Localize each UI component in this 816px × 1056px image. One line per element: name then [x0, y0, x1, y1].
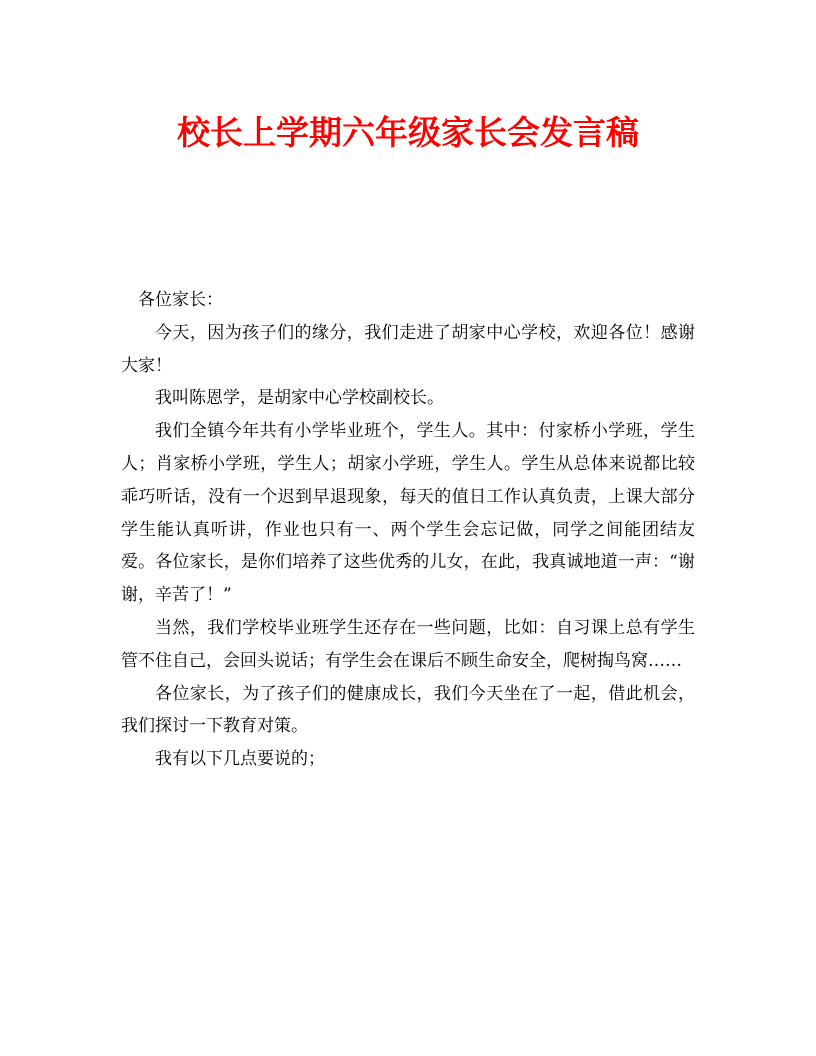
- paragraph-points-intro: 我有以下几点要说的；: [155, 749, 325, 770]
- paragraph-problems: 当然，我们学校毕业班学生还存在一些问题，比如：自习课上总有学生管不住自己，会回头说话；有学生会在课后不顾生命安全，爬树掏鸟窝……: [121, 617, 695, 671]
- paragraph-welcome: 今天，因为孩子们的缘分，我们走进了胡家中心学校，欢迎各位！感谢大家！: [121, 322, 695, 376]
- paragraph-discussion: 各位家长，为了孩子们的健康成长，我们今天坐在了一起，借此机会，我们探讨一下教育对策。: [121, 683, 695, 737]
- paragraph-introduction: 我叫陈恩学，是胡家中心学校副校长。: [155, 388, 444, 409]
- paragraph-class-overview: 我们全镇今年共有小学毕业班个，学生人。其中：付家桥小学班，学生人；肖家桥小学班，学生人；胡家小学班，学生人。学生从总体来说都比较乖巧听话，没有一个迟到早退现象，每天的值日工作认真负责，上课大部分学生能认真听讲，作业也只有一、两个学生会忘记做，同学之间能团结友爱。各位家长，是你们培养了这些优秀的儿女，在此，我真诚地道一声：“谢谢，辛苦了！”: [121, 421, 695, 606]
- document-body: [121, 284, 695, 776]
- document-title: 校长上学期六年级家长会发言稿: [177, 113, 639, 152]
- salutation: 各位家长：: [138, 290, 223, 310]
